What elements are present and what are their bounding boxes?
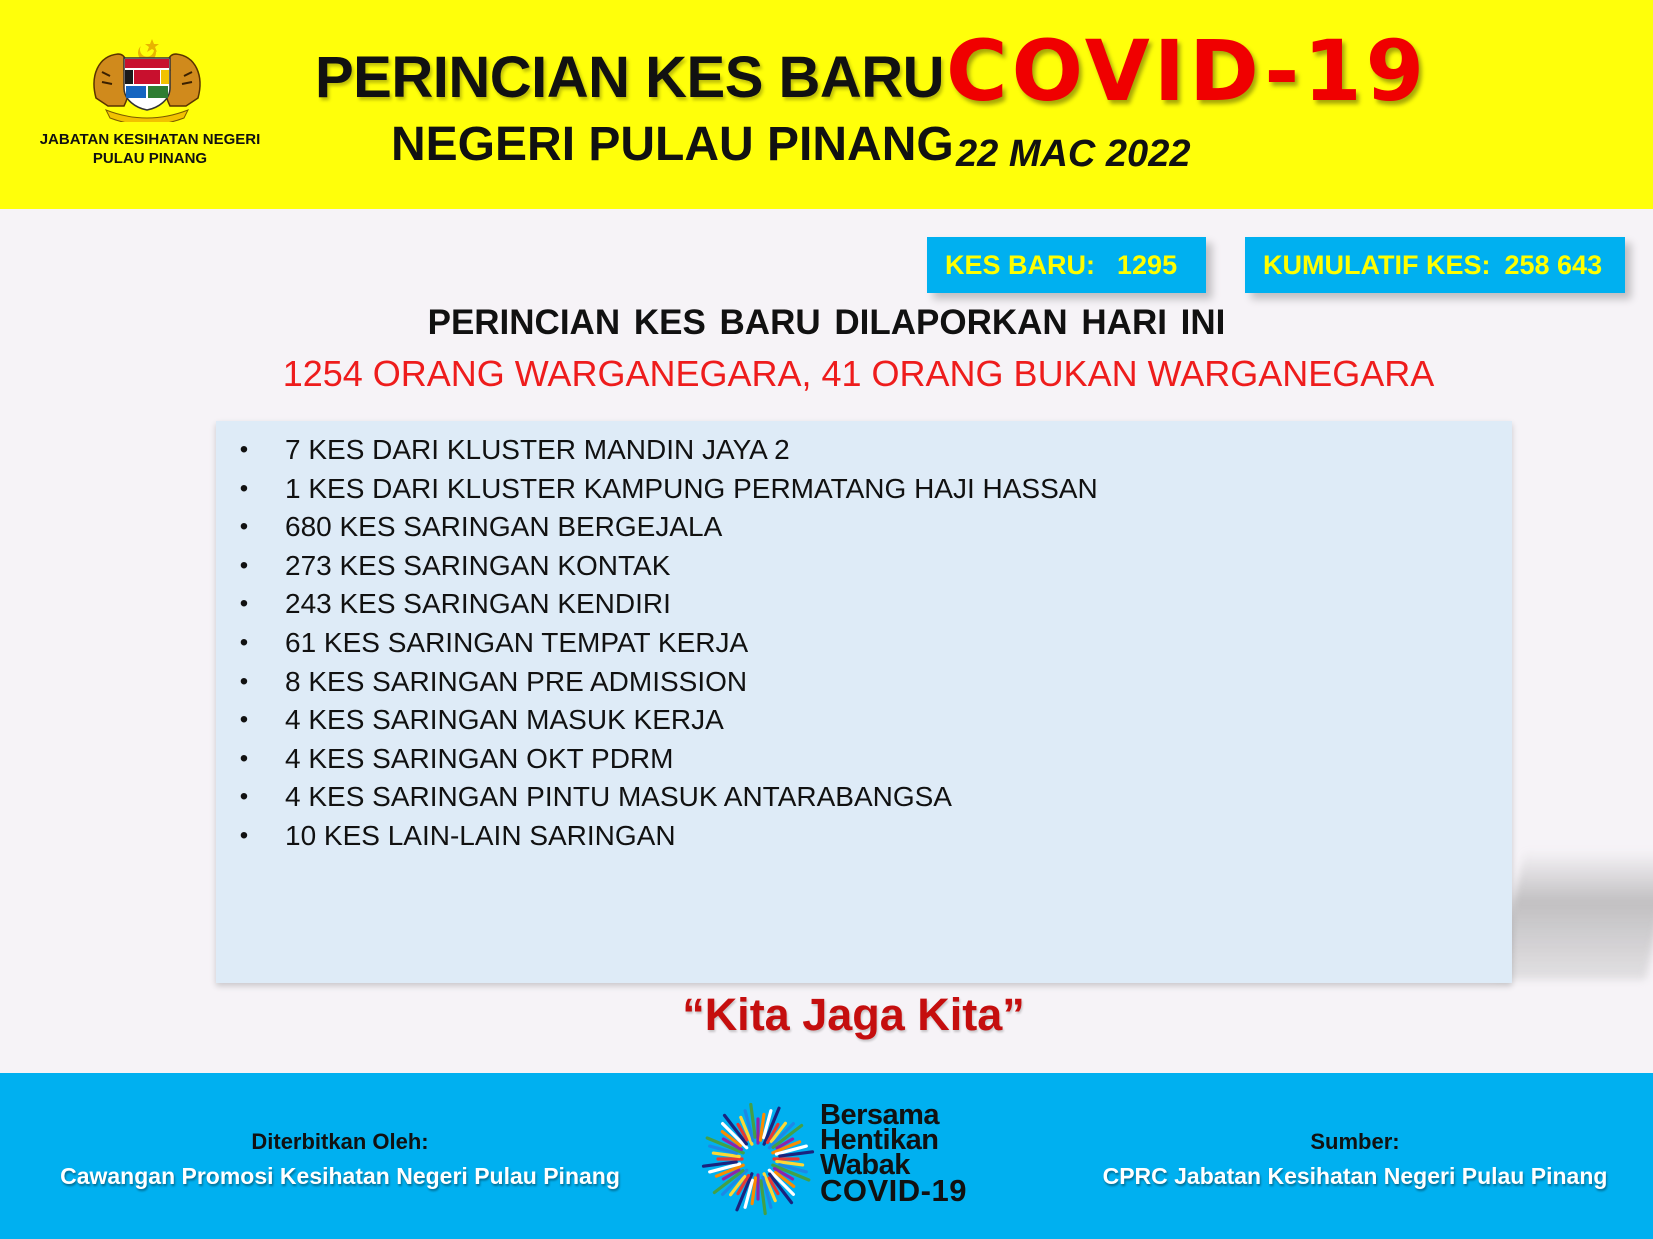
list-item-text: 10 KES LAIN-LAIN SARINGAN (285, 819, 676, 851)
list-item-text: 8 KES SARINGAN PRE ADMISSION (285, 665, 748, 697)
bullet-icon: • (239, 436, 249, 463)
list-item-text: 61 KES SARINGAN TEMPAT KERJA (285, 626, 749, 658)
coat-of-arms-icon (88, 36, 206, 122)
publisher-name: Cawangan Promosi Kesihatan Negeri Pulau Pinang (60, 1163, 620, 1189)
slogan: “Kita Jaga Kita” (682, 989, 1025, 1040)
list-item-text: 4 KES SARINGAN PINTU MASUK ANTARABANGSA (285, 781, 952, 813)
source-name: CPRC Jabatan Kesihatan Negeri Pulau Pinang (1102, 1163, 1608, 1189)
new-cases-value: 1295 (1117, 250, 1178, 280)
list-item (216, 817, 1512, 856)
campaign-wordmark (820, 1099, 967, 1208)
list-item (216, 778, 1512, 817)
list-item-text: 4 KES SARINGAN MASUK KERJA (285, 704, 724, 736)
department-name: JABATAN KESIHATAN NEGERI PULAU PINANG (39, 131, 261, 167)
case-details-list (216, 421, 1512, 856)
list-item (216, 624, 1512, 663)
source-label: Sumber: (1310, 1129, 1400, 1154)
cumulative-cases-label: KUMULATIF KES: (1263, 250, 1491, 280)
bullet-icon: • (239, 821, 249, 849)
covid-title: COVID-19 (946, 22, 1429, 120)
bullet-icon: • (239, 551, 249, 579)
details-heading: PERINCIAN KES BARU DILAPORKAN HARI INI (427, 303, 1226, 342)
bullet-icon: • (239, 667, 249, 695)
list-item (216, 663, 1512, 702)
list-item-text: 7 KES DARI KLUSTER MANDIN JAYA 2 (285, 434, 790, 465)
list-item (216, 431, 1512, 470)
new-cases-badge (927, 237, 1206, 293)
header-banner (0, 0, 1653, 209)
list-item-text: 680 KES SARINGAN BERGEJALA (285, 511, 723, 543)
report-date: 22 MAC 2022 (956, 133, 1191, 175)
bullet-icon: • (239, 474, 249, 502)
list-item (216, 508, 1512, 547)
list-item (216, 740, 1512, 779)
cumulative-cases-badge (1245, 237, 1625, 293)
bullet-icon: • (239, 706, 249, 734)
list-item-text: 1 KES DARI KLUSTER KAMPUNG PERMATANG HAJI HASSAN (285, 472, 1098, 504)
campaign-line: Bersama (820, 1099, 940, 1131)
campaign-line: Wabak (820, 1149, 910, 1181)
bullet-icon: • (239, 744, 249, 772)
list-item (216, 547, 1512, 586)
publisher-label: Diterbitkan Oleh: (251, 1129, 429, 1154)
list-item (216, 585, 1512, 624)
list-item (216, 470, 1512, 509)
page-title: PERINCIAN KES BARU (315, 45, 945, 110)
list-item-text: 243 KES SARINGAN KENDIRI (285, 588, 671, 620)
footer (0, 1073, 1653, 1239)
list-item-text: 273 KES SARINGAN KONTAK (285, 549, 671, 581)
case-details-panel (216, 421, 1512, 983)
list-item (216, 701, 1512, 740)
citizenship-breakdown: 1254 ORANG WARGANEGARA, 41 ORANG BUKAN WARGANEGARA (282, 353, 1435, 394)
campaign-line: COVID-19 (820, 1173, 967, 1208)
cumulative-cases-value: 258 643 (1504, 250, 1603, 280)
bullet-icon: • (239, 628, 249, 656)
bullet-icon: • (239, 513, 249, 541)
campaign-line: Hentikan (820, 1124, 939, 1156)
bullet-icon: • (239, 590, 249, 618)
panel-shadow (1496, 850, 1653, 980)
state-title: NEGERI PULAU PINANG (391, 118, 954, 171)
campaign-starburst-icon (698, 1099, 818, 1219)
list-item-text: 4 KES SARINGAN OKT PDRM (285, 742, 674, 774)
bullet-icon: • (239, 783, 249, 811)
new-cases-label: KES BARU: (945, 250, 1096, 280)
